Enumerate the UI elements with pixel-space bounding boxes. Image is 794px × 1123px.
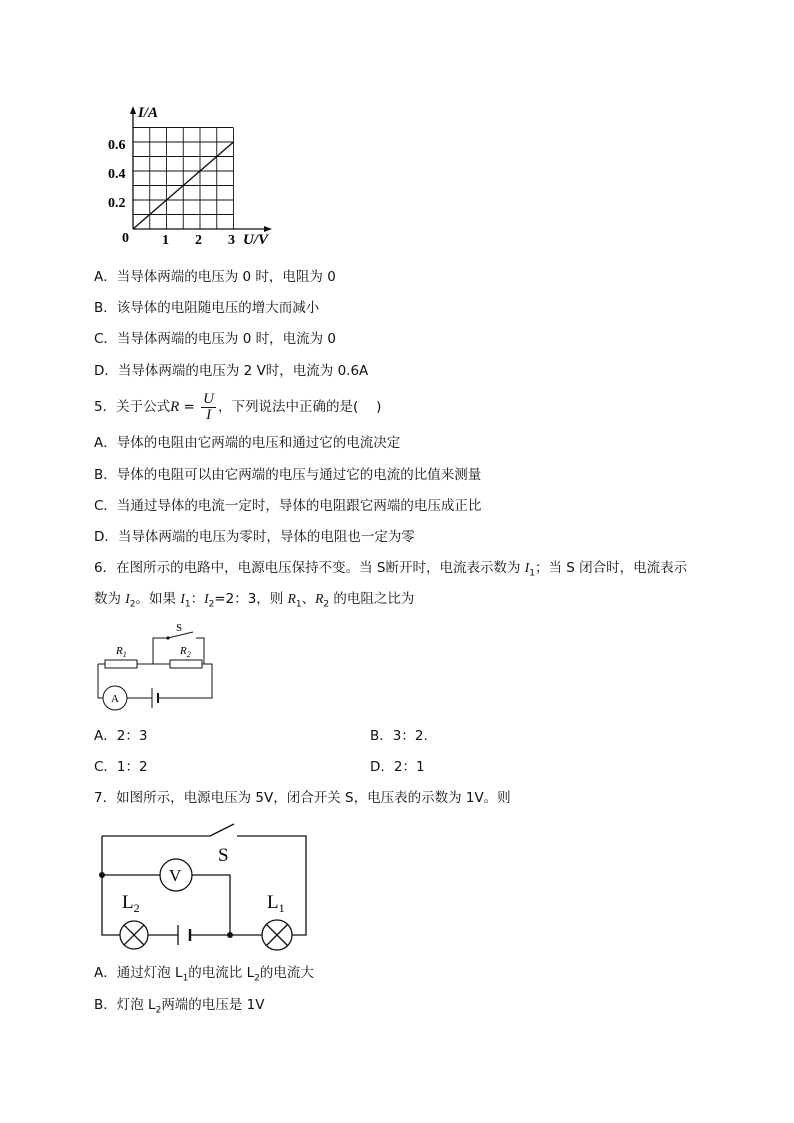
q5-stem-suffix: ，下列说法中正确的是( ) bbox=[218, 399, 382, 415]
q6-option-b: B．3：2. bbox=[370, 728, 428, 744]
lamp-l2-label: $L_2$ bbox=[122, 892, 140, 915]
q6-subscript: 1 bbox=[529, 568, 535, 579]
q5-option-c: C．当通过导体的电流一定时，导体的电阻跟它两端的电压成正比 bbox=[94, 498, 482, 514]
q7-text: B．灯泡 L bbox=[94, 997, 156, 1013]
q6-symbol-r: R bbox=[315, 591, 324, 606]
q6-text: 。如果 bbox=[135, 591, 181, 607]
origin-label: 0 bbox=[122, 231, 129, 246]
q5-stem bbox=[94, 390, 381, 424]
q6-text: 、 bbox=[301, 591, 316, 607]
q5-option-d: D．当导体两端的电压为零时，导体的电阻也一定为零 bbox=[94, 529, 415, 545]
q6-symbol-r: R bbox=[287, 591, 296, 606]
q6-circuit-diagram bbox=[90, 620, 220, 720]
q6-text: ： bbox=[190, 591, 205, 607]
x-axis-label: U/V bbox=[243, 232, 269, 248]
q6-subscript: 2 bbox=[129, 599, 136, 610]
q4-option-c: C．当导体两端的电压为 0 时，电流为 0 bbox=[94, 331, 336, 347]
q6-text: 6．在图所示的电路中，电源电压保持不变。当 S断开时，电流表示数为 bbox=[94, 560, 525, 576]
q6-stem-line1 bbox=[94, 559, 687, 583]
q7-text: A．通过灯泡 L bbox=[94, 965, 183, 981]
q7-option-b bbox=[94, 996, 264, 1020]
ammeter-label: A bbox=[111, 693, 119, 705]
x-tick-label: 3 bbox=[228, 233, 235, 248]
y-axis-arrow bbox=[130, 106, 136, 114]
q6-symbol-i: I bbox=[524, 560, 530, 575]
q5-option-a: A．导体的电阻由它两端的电压和通过它的电流决定 bbox=[94, 435, 401, 451]
q6-symbol-i: I bbox=[180, 591, 185, 606]
q6-text: ；当 S 闭合时，电流表示 bbox=[534, 560, 688, 576]
q7-option-a bbox=[94, 964, 314, 988]
switch-label: S bbox=[176, 622, 183, 634]
y-tick-label: 0.4 bbox=[108, 167, 126, 182]
q7-stem: 7．如图所示，电源电压为 5V，闭合开关 S，电压表的示数为 1V。则 bbox=[94, 790, 511, 806]
formula-fraction bbox=[201, 392, 216, 423]
q7-text: 的电流比 L bbox=[188, 965, 255, 981]
r1-label: $R_1$ bbox=[116, 645, 127, 659]
r2-resistor bbox=[170, 660, 202, 668]
q7-subscript: 1 bbox=[182, 973, 189, 984]
q7-subscript: 2 bbox=[254, 973, 260, 984]
r2-label: $R_2$ bbox=[180, 645, 191, 659]
q6-option-a: A．2：3 bbox=[94, 728, 148, 744]
q6-subscript: 1 bbox=[295, 599, 302, 610]
y-tick-label: 0.6 bbox=[108, 138, 126, 153]
y-tick-label: 0.2 bbox=[108, 196, 126, 211]
q7-switch-label: S bbox=[218, 845, 229, 866]
r1-resistor bbox=[105, 660, 137, 668]
q6-option-d: D．2：1 bbox=[370, 759, 425, 775]
junction-dot bbox=[99, 872, 105, 878]
q7-text: 两端的电压是 1V bbox=[161, 997, 265, 1013]
q6-symbol-i: I bbox=[204, 591, 209, 606]
formula-lhs: R bbox=[170, 399, 180, 415]
q6-option-c: C．1：2 bbox=[94, 759, 148, 775]
q7-switch-blade bbox=[210, 824, 234, 836]
q7-text: 的电流大 bbox=[259, 965, 314, 981]
x-tick-label: 2 bbox=[195, 233, 202, 248]
q5-stem-prefix: 5．关于公式 bbox=[94, 399, 171, 415]
q6-subscript: 1 bbox=[184, 599, 191, 610]
lamp-l1-label: $L_1$ bbox=[267, 892, 285, 915]
q7-circuit-diagram bbox=[92, 818, 322, 958]
q4-option-a: A．当导体两端的电压为 0 时，电阻为 0 bbox=[94, 269, 336, 285]
q7-subscript: 2 bbox=[155, 1005, 162, 1016]
q6-subscript: 2 bbox=[323, 599, 330, 610]
switch-contact bbox=[166, 636, 169, 639]
x-tick-label: 1 bbox=[162, 233, 169, 248]
q4-option-b: B．该导体的电阻随电压的增大而减小 bbox=[94, 300, 320, 316]
q6-symbol-i: I bbox=[125, 591, 130, 606]
formula-denominator: I bbox=[206, 406, 212, 423]
q4-option-d: D．当导体两端的电压为 2 V时，电流为 0.6A bbox=[94, 363, 369, 379]
junction-dot bbox=[227, 932, 233, 938]
q6-stem-line2 bbox=[94, 590, 414, 614]
iu-graph bbox=[100, 100, 390, 250]
voltmeter-label: V bbox=[169, 866, 182, 885]
formula-numerator: U bbox=[203, 390, 215, 407]
formula-eq: = bbox=[179, 399, 200, 415]
q6-text: =2：3，则 bbox=[214, 591, 288, 607]
y-axis-label: I/A bbox=[138, 105, 159, 121]
q6-text: 数为 bbox=[94, 591, 126, 607]
q5-option-b: B．导体的电阻可以由它两端的电压与通过它的电流的比值来测量 bbox=[94, 467, 482, 483]
graph-grid bbox=[133, 128, 234, 230]
q6-text: 的电阻之比为 bbox=[329, 591, 415, 607]
q6-subscript: 2 bbox=[208, 599, 215, 610]
